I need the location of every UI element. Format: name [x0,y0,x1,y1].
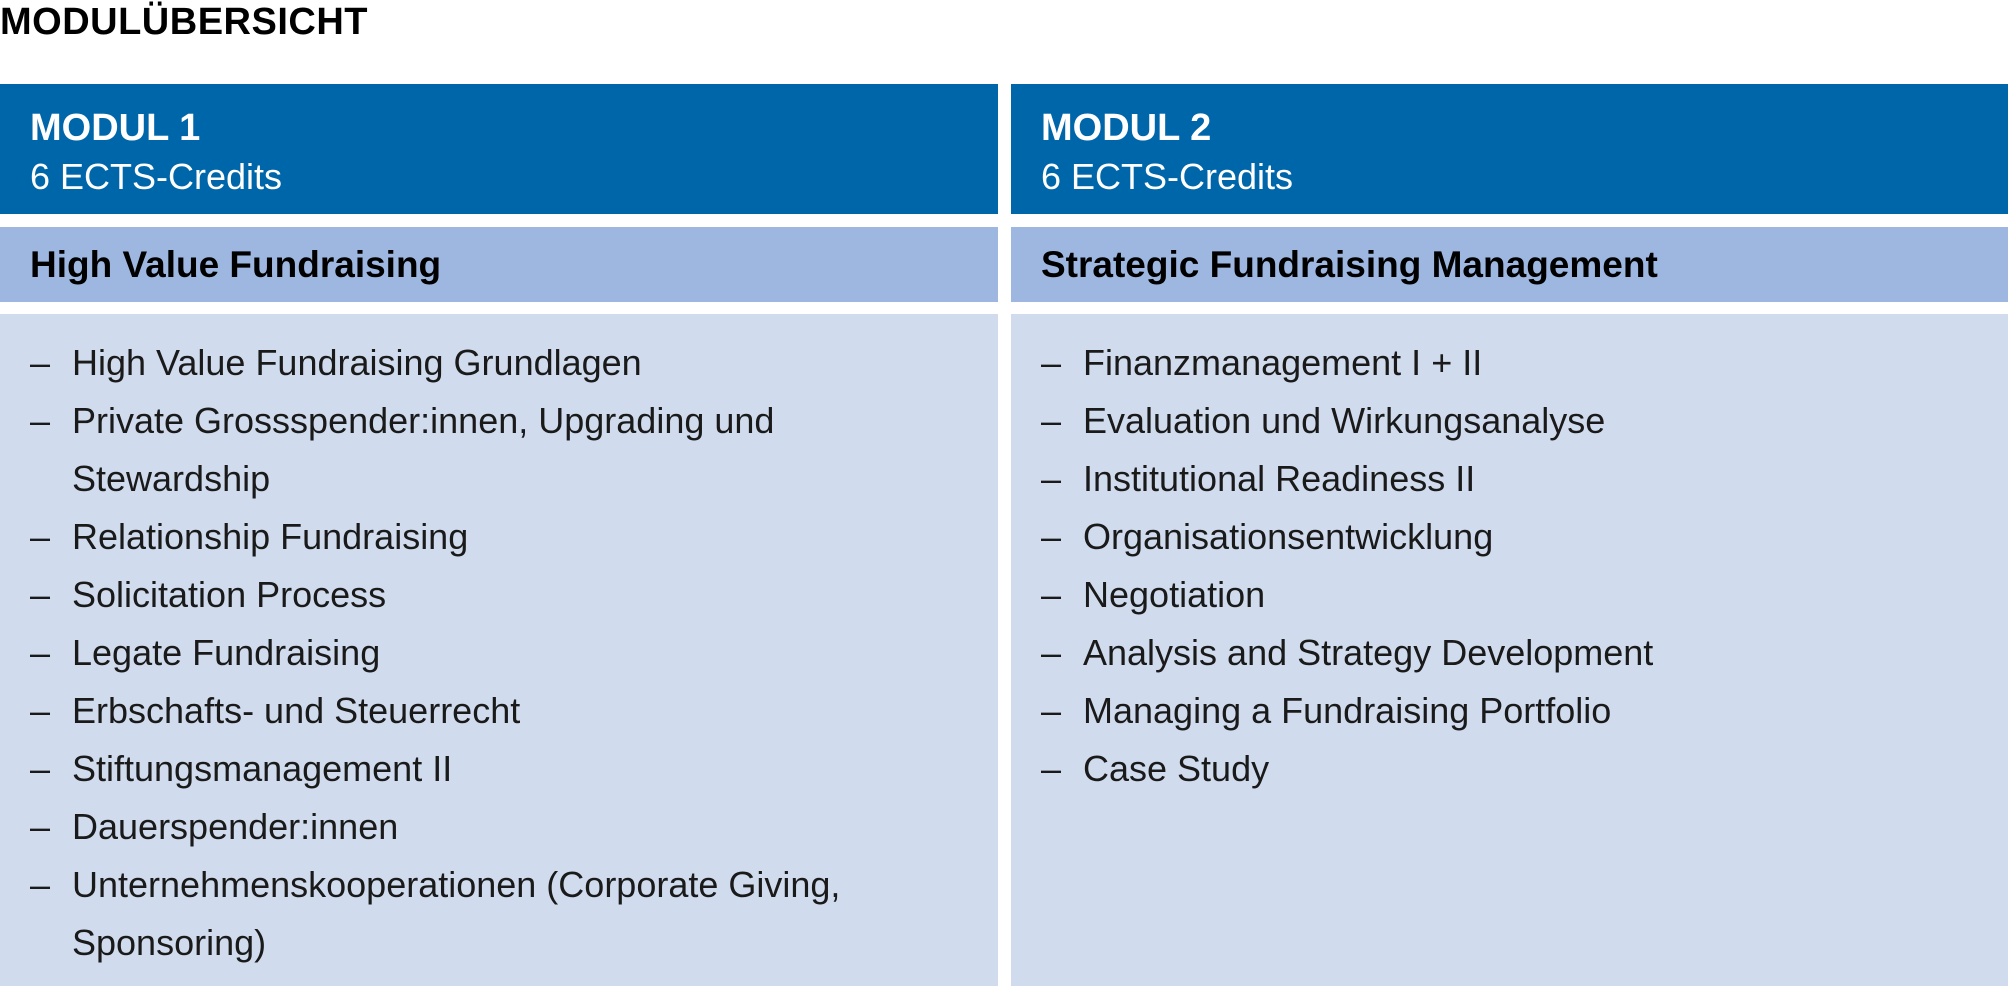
topic-item [30,392,932,508]
module-subject: Strategic Fundraising Management [1011,227,2008,302]
dash-bullet-icon: – [1041,516,1062,557]
module-subject: High Value Fundraising [0,227,998,302]
topic-item [1041,334,1943,392]
dash-bullet-icon: – [1041,458,1062,499]
topic-label: Negotiation [1083,574,1266,615]
topic-label: Stiftungsmanagement II [72,748,453,789]
topic-item [1041,624,1943,682]
dash-bullet-icon: – [1041,574,1062,615]
module-number: MODUL 2 [1041,107,1212,149]
topic-label: Dauerspender:innen [72,806,399,847]
dash-bullet-icon: – [30,806,51,847]
dash-bullet-icon: – [1041,400,1062,441]
module-header [0,84,998,214]
divider [1011,214,2008,227]
topic-label: Erbschafts- und Steuerrecht [72,690,521,731]
dash-bullet-icon: – [1041,632,1062,673]
dash-bullet-icon: – [30,400,51,441]
dash-bullet-icon: – [30,516,51,557]
topic-item [30,682,932,740]
module-credits: 6 ECTS-Credits [1041,156,1294,197]
dash-bullet-icon: – [30,342,51,383]
dash-bullet-icon: – [1041,748,1062,789]
topic-label: Unternehmenskooperationen (Corporate Giving, Sponsoring) [72,864,841,963]
module-topics [1011,314,2008,986]
topic-item [30,798,932,856]
topic-label: Finanzmanagement I + II [1083,342,1483,383]
dash-bullet-icon: – [1041,342,1062,383]
dash-bullet-icon: – [30,574,51,615]
topic-label: Solicitation Process [72,574,387,615]
divider [0,214,998,227]
module-topics [0,314,998,986]
dash-bullet-icon: – [30,632,51,673]
dash-bullet-icon: – [30,864,51,905]
topic-label: Private Grossspender:innen, Upgrading und Stewardship [72,400,775,499]
topic-item [30,740,932,798]
module-header [1011,84,2008,214]
module-card-1 [0,84,998,986]
divider [1011,302,2008,314]
topic-label: Institutional Readiness II [1083,458,1476,499]
topic-label: High Value Fundraising Grundlagen [72,342,642,383]
dash-bullet-icon: – [30,690,51,731]
dash-bullet-icon: – [1041,690,1062,731]
module-number: MODUL 1 [30,107,201,149]
topic-item [1041,508,1943,566]
modules-grid [0,84,2008,986]
topic-item [30,566,932,624]
topic-item [1041,682,1943,740]
page-title: MODULÜBERSICHT [0,1,368,43]
dash-bullet-icon: – [30,748,51,789]
topic-item [1041,740,1943,798]
topic-item [30,508,932,566]
topic-item [30,856,932,972]
divider [0,302,998,314]
module-credits: 6 ECTS-Credits [30,156,283,197]
topic-label: Legate Fundraising [72,632,381,673]
topic-label: Relationship Fundraising [72,516,469,557]
module-card-2 [1011,84,2008,986]
topic-label: Managing a Fundraising Portfolio [1083,690,1612,731]
topic-label: Evaluation und Wirkungsanalyse [1083,400,1606,441]
topic-item [1041,392,1943,450]
topic-label: Organisationsentwicklung [1083,516,1494,557]
topic-item [30,624,932,682]
topic-list [30,334,998,972]
topic-item [30,334,932,392]
topic-item [1041,450,1943,508]
topic-item [1041,566,1943,624]
topic-label: Analysis and Strategy Development [1083,632,1654,673]
topic-label: Case Study [1083,748,1270,789]
topic-list [1041,334,2008,798]
